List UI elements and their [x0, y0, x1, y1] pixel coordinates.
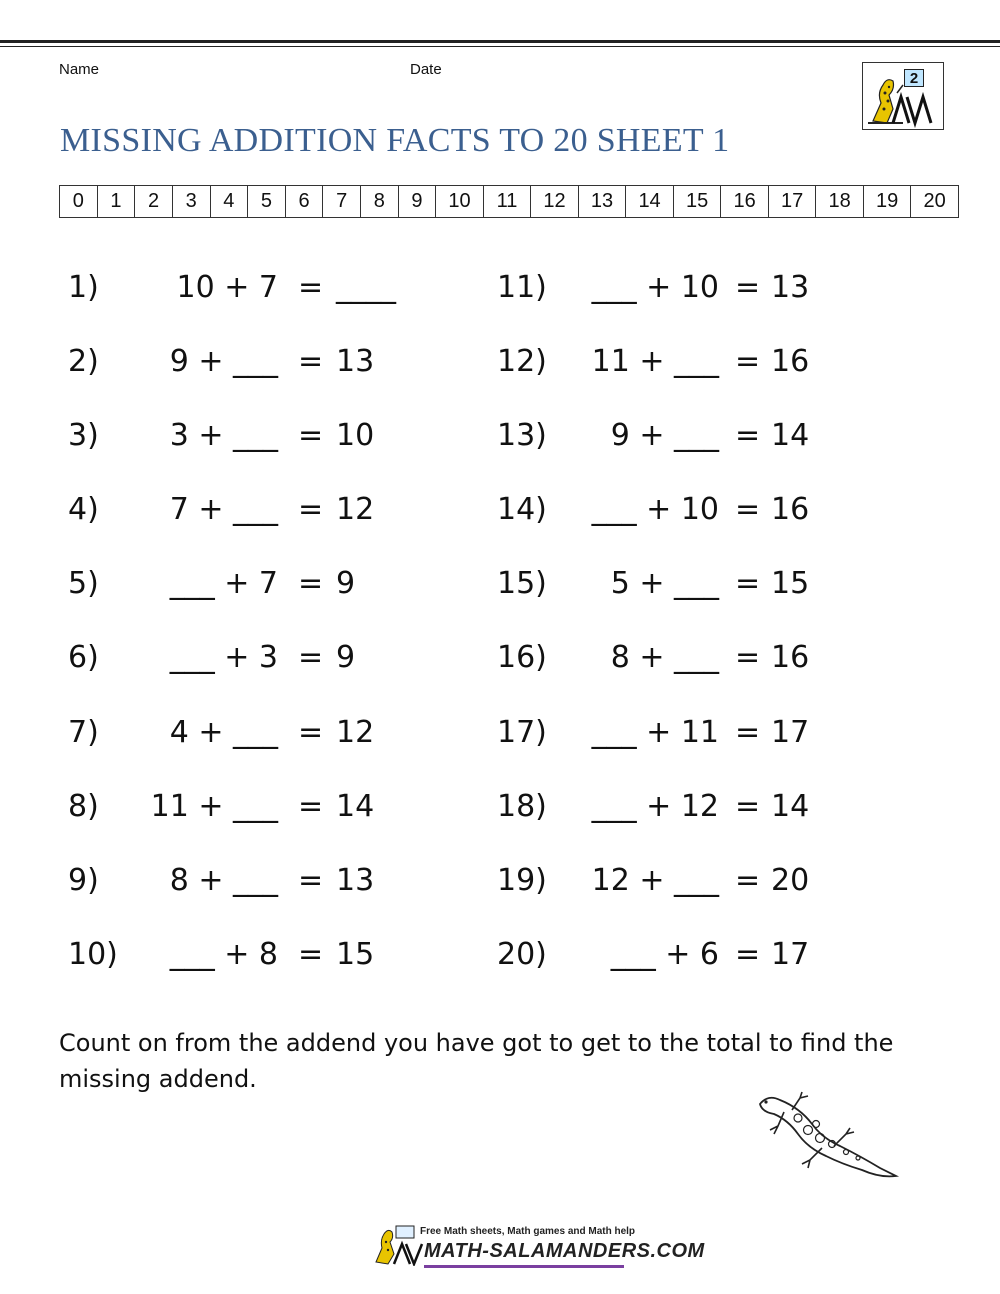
problem-result: 17: [771, 936, 810, 972]
top-rule-thin: [0, 46, 1000, 47]
problem-number: 16): [497, 640, 547, 676]
number-line-cell: 13: [579, 186, 627, 217]
problem-expression: ___ + 6: [610, 936, 719, 972]
number-line-cell: 18: [816, 186, 864, 217]
problem-equals: =: [298, 270, 324, 305]
problem-expression: ___ + 7: [169, 566, 278, 602]
problem-result: 10: [336, 418, 375, 454]
problem-expression: ___ + 12: [591, 788, 719, 824]
problem-equals: =: [735, 788, 761, 824]
problem-equals: =: [735, 270, 761, 305]
problem-result: 13: [336, 344, 375, 380]
problem-equals: =: [298, 640, 324, 676]
number-line-cell: 4: [211, 186, 249, 217]
number-line-cell: 14: [626, 186, 674, 217]
problem-number: 7): [68, 714, 99, 750]
problem-result: 12: [336, 714, 375, 750]
problem-number: 15): [497, 566, 547, 602]
problem-number: 5): [68, 566, 99, 602]
problem-result: 15: [336, 936, 375, 972]
problem-equals: =: [735, 862, 761, 898]
problem-expression: 12 + ___: [591, 862, 719, 898]
footer-underline: [424, 1265, 624, 1268]
problem-number: 3): [68, 418, 99, 454]
number-line-cell: 5: [248, 186, 286, 217]
problem-result: 9: [336, 640, 356, 676]
problem-result: 13: [336, 862, 375, 898]
grade-number: 2: [904, 69, 924, 87]
problem-number: 11): [497, 270, 547, 305]
number-line-cell: 3: [173, 186, 211, 217]
problem-expression: 10 + 7: [176, 270, 278, 305]
salamander-icon: [750, 1090, 900, 1185]
problem-expression: 5 + ___: [610, 566, 719, 602]
problem-result: 13: [771, 270, 810, 305]
problem-number: 8): [68, 788, 99, 824]
problem-result: 14: [771, 788, 810, 824]
problem-result: 16: [771, 492, 810, 528]
name-label: Name: [59, 61, 100, 78]
problem-equals: =: [298, 344, 324, 380]
problem-number: 1): [68, 270, 99, 305]
problem-equals: =: [298, 788, 324, 824]
number-line-cell: 8: [361, 186, 399, 217]
number-line-cell: 1: [98, 186, 136, 217]
problem-expression: 11 + ___: [150, 788, 278, 824]
problem-result: 14: [771, 418, 810, 454]
problem-expression: 3 + ___: [169, 418, 278, 454]
problem-equals: =: [735, 714, 761, 750]
problem-expression: ___ + 8: [169, 936, 278, 972]
problem-expression: ___ + 10: [591, 270, 719, 305]
number-line-cell: 7: [323, 186, 361, 217]
problem-equals: =: [735, 566, 761, 602]
number-line-cell: 17: [769, 186, 817, 217]
grade-logo: [862, 62, 944, 130]
problem-equals: =: [735, 418, 761, 454]
problem-number: 13): [497, 418, 547, 454]
problem-number: 4): [68, 492, 99, 528]
problem-expression: 8 + ___: [169, 862, 278, 898]
problem-result: ____: [336, 270, 396, 305]
problem-number: 9): [68, 862, 99, 898]
problem-result: 17: [771, 714, 810, 750]
problem-expression: 9 + ___: [610, 418, 719, 454]
number-line-cell: 11: [484, 186, 532, 217]
problem-number: 10): [68, 936, 118, 972]
problem-result: 14: [336, 788, 375, 824]
problem-expression: ___ + 11: [591, 714, 719, 750]
number-line-cell: 12: [531, 186, 579, 217]
problem-equals: =: [735, 936, 761, 972]
problem-result: 15: [771, 566, 810, 602]
number-line-cell: 2: [135, 186, 173, 217]
instructions: Count on from the addend you have got to get to the total to find the missing addend.: [59, 1029, 894, 1093]
date-label: Date: [410, 61, 442, 78]
problem-expression: 11 + ___: [591, 344, 719, 380]
top-rule: [0, 40, 1000, 43]
number-line-cell: 10: [436, 186, 484, 217]
number-line-cell: 19: [864, 186, 912, 217]
problem-result: 16: [771, 640, 810, 676]
problem-expression: 7 + ___: [169, 492, 278, 528]
number-line-cell: 0: [60, 186, 98, 217]
problem-number: 17): [497, 714, 547, 750]
problem-equals: =: [735, 344, 761, 380]
problem-equals: =: [298, 936, 324, 972]
problem-number: 20): [497, 936, 547, 972]
salamander-teacher-icon: [863, 63, 943, 129]
problem-result: 12: [336, 492, 375, 528]
footer-site: MATH-SALAMANDERS.COM: [424, 1240, 705, 1262]
problem-equals: =: [735, 640, 761, 676]
number-line-cell: 15: [674, 186, 722, 217]
problem-equals: =: [298, 418, 324, 454]
problem-expression: ___ + 10: [591, 492, 719, 528]
number-line-cell: 9: [399, 186, 437, 217]
problem-result: 9: [336, 566, 356, 602]
problem-result: 16: [771, 344, 810, 380]
problem-number: 18): [497, 788, 547, 824]
number-line-cell: 16: [721, 186, 769, 217]
problem-expression: ___ + 3: [169, 640, 278, 676]
number-line-cell: 6: [286, 186, 324, 217]
number-line: [59, 185, 959, 218]
number-line-cell: 20: [923, 190, 946, 212]
page-title: MISSING ADDITION FACTS TO 20 SHEET 1: [60, 122, 730, 159]
problem-number: 6): [68, 640, 99, 676]
problem-expression: 4 + ___: [169, 714, 278, 750]
problem-equals: =: [735, 492, 761, 528]
problem-expression: 9 + ___: [169, 344, 278, 380]
problem-number: 14): [497, 492, 547, 528]
problem-equals: =: [298, 862, 324, 898]
problem-number: 19): [497, 862, 547, 898]
footer-tagline: Free Math sheets, Math games and Math help: [420, 1226, 636, 1237]
problem-equals: =: [298, 714, 324, 750]
problem-equals: =: [298, 566, 324, 602]
problem-result: 20: [771, 862, 810, 898]
problem-expression: 8 + ___: [610, 640, 719, 676]
problem-number: 12): [497, 344, 547, 380]
problem-number: 2): [68, 344, 99, 380]
problem-equals: =: [298, 492, 324, 528]
